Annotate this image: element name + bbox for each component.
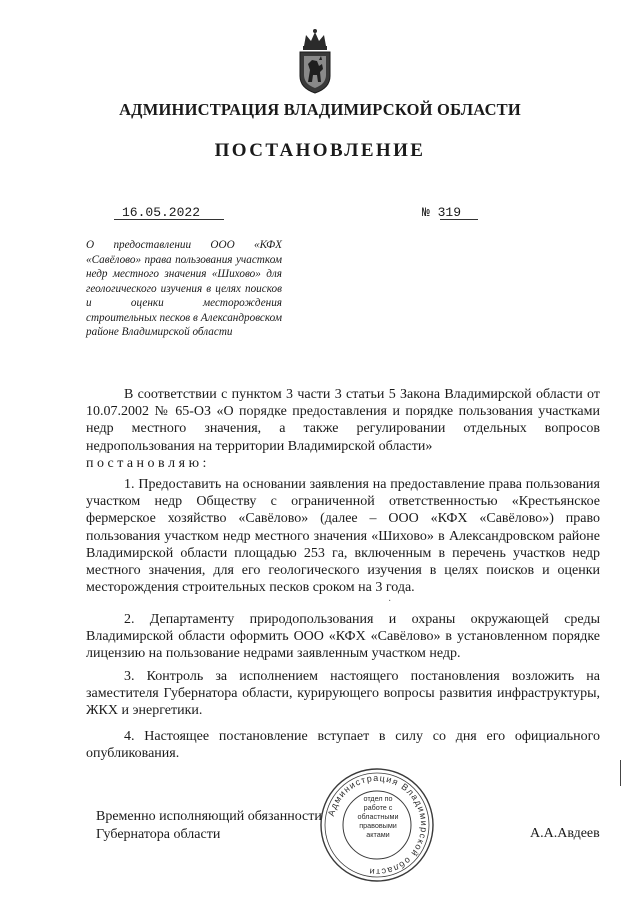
preamble-text: В соответствии с пунктом 3 части 3 статьи 5 Закона Владимирской области от 10.07.2002 № 65-ОЗ «О порядке предоставления и порядке пользования участками недр местного значения, а также регулировании отдельных вопросов недропользования на территории Владимирской области»	[86, 387, 600, 454]
clause-4: 4. Настоящее постановление вступает в силу со дня его официального опубликования.	[86, 729, 600, 762]
signer-title-line-2: Губернатора области	[96, 826, 221, 842]
number-underline	[440, 219, 478, 220]
coat-of-arms-icon	[290, 26, 340, 96]
document-number: № 319	[422, 205, 462, 220]
signer-title	[96, 808, 322, 843]
preamble-paragraph	[86, 386, 600, 472]
signer-name: А.А.Авдеев	[530, 826, 600, 841]
document-subject: О предоставлении ООО «КФХ «Савёлово» права пользования участком недр местного значения «Шихово» для геологического изучения в целях поисков и оценки месторождения строительных песков в Александровском районе Владимирской области	[86, 239, 282, 338]
date-underline	[114, 219, 224, 220]
resolve-word: п о с т а н о в л я ю :	[86, 455, 207, 471]
organization-name: АДМИНИСТРАЦИЯ ВЛАДИМИРСКОЙ ОБЛАСТИ	[119, 100, 521, 119]
clause-1: 1. Предоставить на основании заявления на предоставление права пользования участком недр Обществу с ограниченной ответственностью «Крестьянское фермерское хозяйство «Савёлово» (далее – ООО «КФХ «Савёлово») право пользования участком недр местного значения «Шихово» в Александровском районе Владимирской области площадью 253 га, включенным в перечень участков недр местного значения, для его геологического изучения в целях поисков и оценки месторождения строительных песков сроком на 3 года.	[86, 477, 600, 596]
stamp-ring-text: Администрация Владимирской области	[325, 772, 430, 878]
document-date: 16.05.2022	[122, 205, 201, 220]
scan-artifact: ·	[388, 596, 392, 607]
document-type: ПОСТАНОВЛЕНИЕ	[214, 140, 426, 161]
signer-title-line-1: Временно исполняющий обязанности	[96, 809, 322, 824]
stamp-center-text: отдел по работе с областными правовыми актами	[357, 794, 399, 839]
scan-edge-mark	[620, 760, 621, 786]
clause-3: 3. Контроль за исполнением настоящего постановления возложить на заместителя Губернатора области, курирующего вопросы развития инфраструктуры, ЖКХ и энергетики.	[86, 669, 600, 719]
official-stamp	[318, 766, 436, 884]
clause-2: 2. Департаменту природопользования и охраны окружающей среды Владимирской области оформить ООО «КФХ «Савёлово» в установленном порядке лицензию на пользование недрами заявленным участком недр.	[86, 612, 600, 662]
